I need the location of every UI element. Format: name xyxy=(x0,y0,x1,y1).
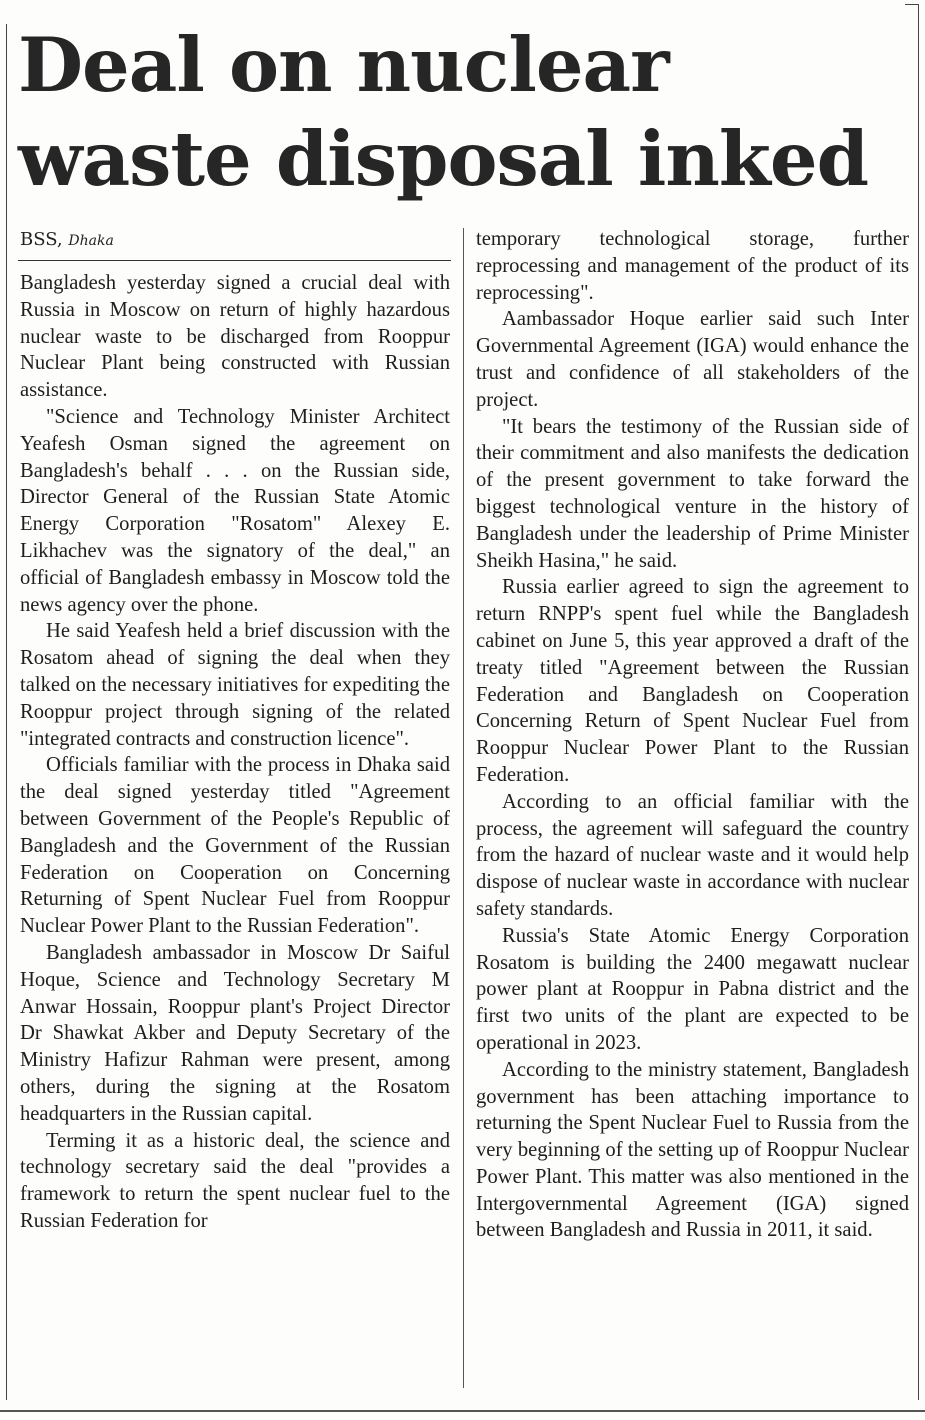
paragraph: Terming it as a historic deal, the science and technology secretary said the deal "provides a framework to return the spent nuclear fuel to the Russian Federation for xyxy=(20,1129,450,1232)
paragraph: "Science and Technology Minister Architect Yeafesh Osman signed the agreement on Bangladesh's behalf . . . on the Russian side, Director General of the Russian State Atomic Energy Corporation "Rosatom" Alexey E. Likhachev was the signatory of the deal," an official of Bangladesh embassy in Moscow told the news agency over the phone. xyxy=(20,405,450,616)
byline-agency: BSS, xyxy=(20,229,63,250)
column-divider xyxy=(463,228,464,1388)
paragraph: "It bears the testimony of the Russian side of their commitment and also manifests the dedication of the present government to take forward the biggest technological venture in the history of Bangladesh under the leadership of Prime Minister Sheikh Hasina," he said. xyxy=(476,415,909,572)
paragraph: According to an official familiar with the process, the agreement will safeguard the country from the hazard of nuclear waste and it would help dispose of nuclear waste in accordance with nuclear safety standards. xyxy=(476,790,909,920)
paragraph: Russia's State Atomic Energy Corporation Rosatom is building the 2400 megawatt nuclear power plant at Rooppur in Pabna district and the first two units of the plant are expected to be operational in 2023. xyxy=(476,924,909,1054)
paragraph: Russia earlier agreed to sign the agreement to return RNPP's spent fuel while the Bangladesh cabinet on June 5, this year approved a draft of the treaty titled "Agreement between the Russian Federation and Bangladesh on Cooperation Concerning Return of Spent Nuclear Fuel from Rooppur Nuclear Power Plant to the Russian Federation. xyxy=(476,576,909,786)
paragraph: Bangladesh yesterday signed a crucial deal with Russia in Moscow on return of highly hazardous nuclear waste to be discharged from Rooppur Nuclear Plant being constructed with Russian assistance. xyxy=(20,272,450,402)
paragraph: According to the ministry statement, Bangladesh government has been attaching importance to returning the Spent Nuclear Fuel to Russia from the very beginning of the setting up of Rooppur Nuclear Power Plant. This matter was also mentioned in the Intergovernmental Agreement (IGA) signed between Bangladesh and Russia in 2011, it said. xyxy=(476,1058,909,1242)
article-column-1 xyxy=(20,270,450,1235)
paragraph: Bangladesh ambassador in Moscow Dr Saiful Hoque, Science and Technology Secretary M Anwar Hossain, Rooppur plant's Project Director Dr Shawkat Akber and Deputy Secretary of the Ministry Hafizur Rahman were present, among others, during the signing at the Rosatom headquarters in the Russian capital. xyxy=(20,941,450,1125)
article-column-2 xyxy=(476,226,909,1244)
paragraph: Aambassador Hoque earlier said such Inter Governmental Agreement (IGA) would enhance the trust and confidence of all stakeholders of the project. xyxy=(476,308,909,411)
right-border-rule xyxy=(918,4,919,1400)
left-border-rule xyxy=(6,24,7,1400)
byline xyxy=(20,228,450,253)
paragraph: Officials familiar with the process in Dhaka said the deal signed yesterday titled "Agreement between Government of the People's Republic of Bangladesh and the Government of the Russian Federation on Cooperation on Concerning Returning of Spent Nuclear Fuel from Rooppur Nuclear Power Plant to the Russian Federation". xyxy=(20,754,450,938)
top-border-rule xyxy=(905,4,919,5)
bottom-border-rule xyxy=(0,1410,925,1412)
paragraph-continuation: temporary technological storage, further reprocessing and management of the product of its reprocessing". xyxy=(476,228,909,304)
byline-divider xyxy=(18,260,451,261)
paragraph: He said Yeafesh held a brief discussion with the Rosatom ahead of signing the deal when they talked on the necessary initiatives for expediting the Rooppur project through signing of the related "integrated contracts and construction licence". xyxy=(20,620,450,750)
article-headline: Deal on nuclear waste disposal inked xyxy=(18,21,869,203)
byline-dateline: Dhaka xyxy=(68,233,114,249)
